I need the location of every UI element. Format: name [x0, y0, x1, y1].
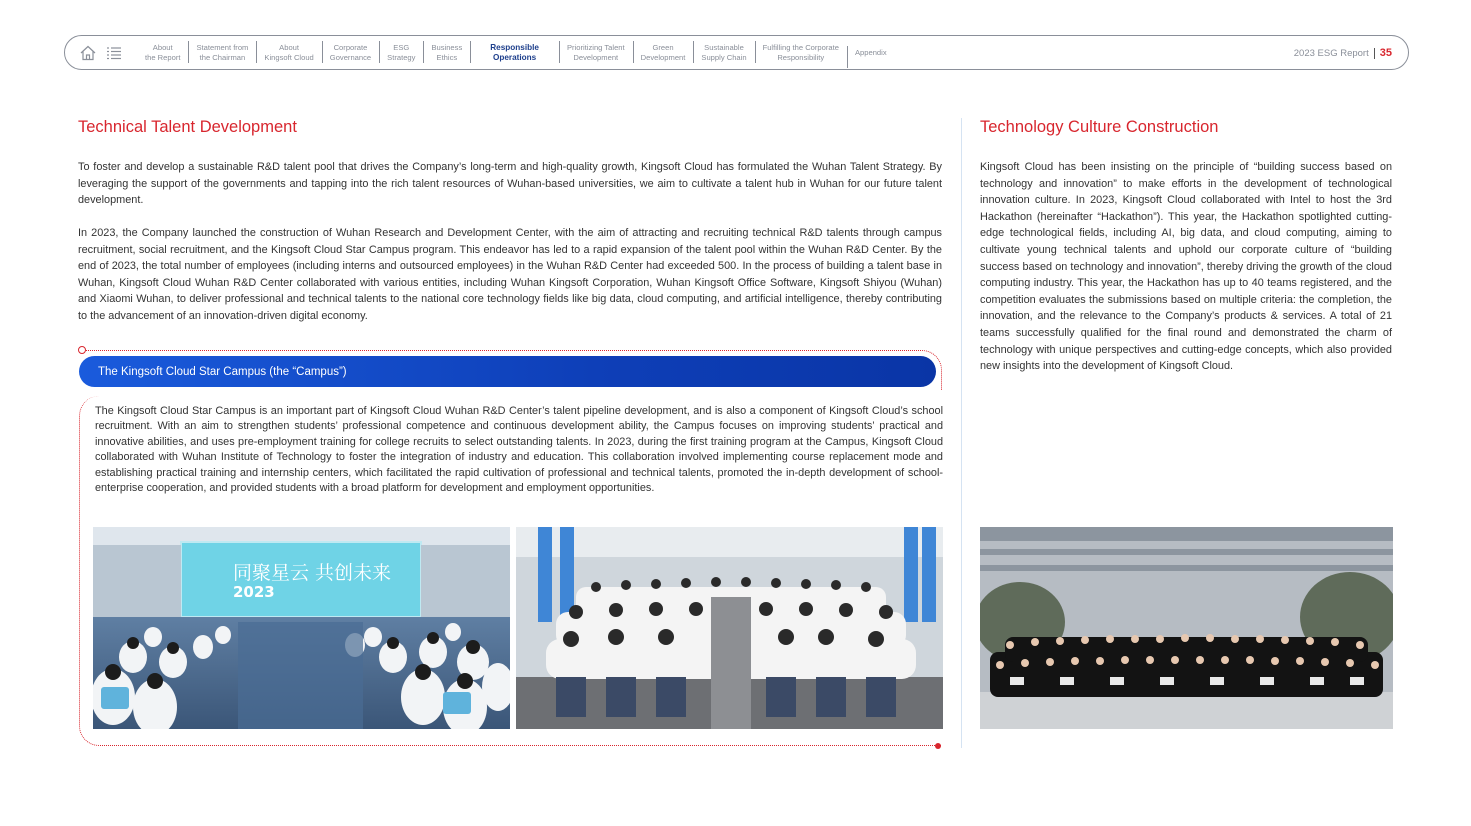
nav-item-fulfilling-the-corporate-responsibility[interactable]: Fulfilling the Corporate Responsibility	[755, 43, 847, 62]
nav-icon-group	[79, 44, 123, 62]
photo-campus-group	[516, 527, 943, 729]
nav-item-prioritizing-talent-development[interactable]: Prioritizing Talent Development	[559, 43, 633, 62]
paragraph-talent-strategy: To foster and develop a sustainable R&D talent pool that drives the Company’s long-term and high-quality growth, Kingsoft Cloud has formulated the Wuhan Talent Strategy. By leveraging the support of the governments and tapping into the rich talent resources of Wuhan-based universities, we aim to cultivate a talent hub in Wuhan for our future talent development.	[78, 161, 942, 207]
nav-item-esg-strategy[interactable]: ESG Strategy	[379, 43, 423, 62]
photo-campus-auditorium	[93, 527, 510, 729]
paragraph-wuhan-rd-center: In 2023, the Company launched the construction of Wuhan Research and Development Center, with the aim of attracting and recruiting technical R&D talents through campus recruitment, social recruitment, and the Kingsoft Cloud Star Campus program. This endeavor has led to a rapid expansion of the talent pool within the Wuhan R&D Center. By the end of 2023, the total number of employees (including interns and outsourced employees) in the Wuhan R&D Center had exceeded 500. In the process of building a talent base in Wuhan, Kingsoft Cloud Wuhan R&D Center collaborated with various entities, including Wuhan Kingsoft Corporation, Wuhan Kingsoft Office Software, Kingsoft Shiyou (Wuhan) and Xiaomi Wuhan, to deliver professional and technical talents to the national core technology fields like big data, cloud computing, and artificial intelligence, thereby contributing to the advancement of an innovation-driven digital economy.	[78, 227, 942, 322]
home-icon[interactable]	[79, 44, 97, 62]
report-separator	[1374, 48, 1375, 59]
report-page-indicator	[1294, 47, 1392, 59]
heading-technical-talent: Technical Talent Development	[78, 118, 297, 136]
photo-hackathon-group	[980, 527, 1393, 729]
nav-item-business-ethics[interactable]: Business Ethics	[423, 43, 470, 62]
nav-item-responsible-operations[interactable]: Responsible Operations	[470, 43, 559, 62]
nav-item-green-development[interactable]: Green Development	[633, 43, 694, 62]
heading-technology-culture: Technology Culture Construction	[980, 118, 1219, 136]
menu-list-icon[interactable]	[105, 44, 123, 62]
nav-item-appendix[interactable]: Appendix	[847, 48, 895, 58]
nav-item-sustainable-supply-chain[interactable]: Sustainable Supply Chain	[693, 43, 754, 62]
top-navigation	[64, 35, 1409, 70]
paragraph-hackathon: Kingsoft Cloud has been insisting on the principle of “building success based on technology and innovation” to make efforts in the development of technological innovation culture. In 2023, Kingsoft Cloud collaborated with Intel to host the 3rd Hackathon (hereinafter “Hackathon”). This year, the Hackathon spotlighted cutting-edge technological fields, including AI, big data, and cloud computing, aiming to cultivate young technical talents and uphold our corporate culture of “building success based on technology and innovation”, thereby driving the growth of the cloud computing industry. This year, the Hackathon has up to 40 teams registered, and the competition evaluates the submissions based on multiple criteria: the completion, the innovation, and the relevance to the Company’s products & services. A total of 21 teams successfully qualified for the final round and demonstrated the charm of technology with unique perspectives and cutting-edge concepts, which also provided new insights into the development of Kingsoft Cloud.	[980, 161, 1392, 373]
screen-year: 2023	[233, 583, 275, 601]
nav-item-corporate-governance[interactable]: Corporate Governance	[322, 43, 379, 62]
campus-title-bar	[79, 356, 936, 387]
nav-item-about-kingsoft-cloud[interactable]: About Kingsoft Cloud	[256, 43, 321, 62]
page-number: 35	[1379, 47, 1392, 59]
decor-ring-dot	[78, 346, 86, 354]
campus-title: The Kingsoft Cloud Star Campus (the “Campus”)	[98, 365, 347, 378]
nav-items	[137, 36, 895, 69]
screen-slogan: 同聚星云 共创未来	[233, 562, 392, 584]
decor-solid-dot	[935, 743, 941, 749]
nav-item-about-the-report[interactable]: About the Report	[145, 43, 181, 62]
report-label: 2023 ESG Report	[1293, 47, 1369, 59]
paragraph-star-campus: The Kingsoft Cloud Star Campus is an important part of Kingsoft Cloud Wuhan R&D Center’s talent pipeline development, and is also a component of Kingsoft Cloud’s school recruitment. With an aim to strengthen students’ professional competence and continuous development ability, the Campus focuses on improving students’ practical and innovative abilities, and uses pre-employment training for college recruits to select outstanding talents. In 2023, during the first training program at the Campus, Kingsoft Cloud collaborated with Wuhan Institute of Technology to foster the integration of industry and education. This collaboration involved implementing course replacement mode and establishing practical training and internship centers, which facilitated the rapid cultivation of professional and technical talents, promoted the in-depth development of school-enterprise cooperation, and provided students with a broad platform for development and employment opportunities.	[95, 405, 943, 495]
nav-item-statement-from-the-chairman[interactable]: Statement from the Chairman	[188, 43, 256, 62]
column-divider	[961, 118, 962, 748]
